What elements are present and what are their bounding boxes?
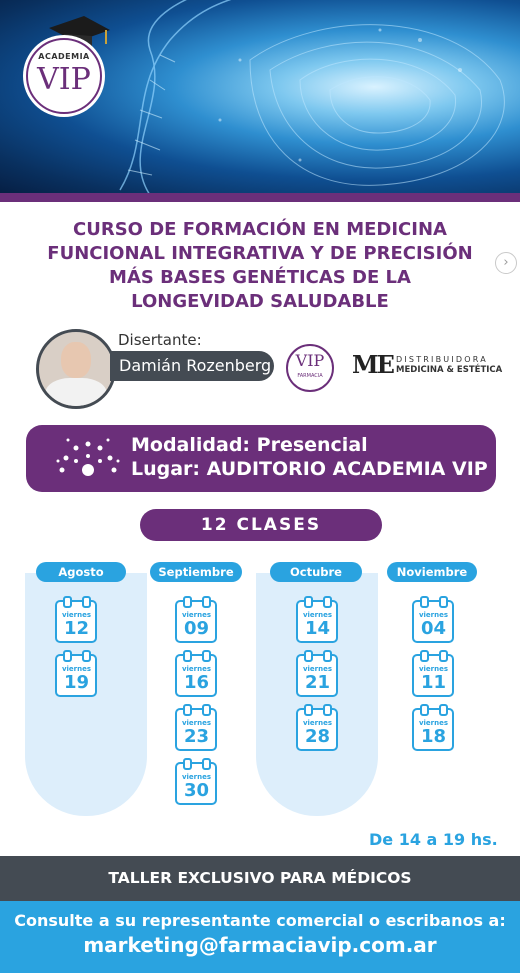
contact-text: Consulte a su representante comercial o escribanos a: (14, 911, 506, 930)
contact-email-link[interactable]: marketing@farmaciavip.com.ar (83, 933, 437, 957)
schedule-hours: De 14 a 19 hs. (369, 830, 498, 849)
header-divider (0, 193, 520, 202)
classes-count-pill: 12 CLASES (140, 509, 382, 541)
calendar-icon (175, 650, 217, 696)
calendar-weekday: viernes (302, 719, 333, 727)
calendar-weekday: viernes (61, 611, 92, 619)
logo-top-text: ACADEMIA (38, 52, 90, 61)
calendar-weekday: viernes (418, 719, 449, 727)
modality-text: Modalidad: Presencial (131, 434, 368, 456)
calendar-icon (55, 596, 97, 642)
calendar-weekday: viernes (181, 719, 212, 727)
me-logo: ME (352, 350, 393, 379)
speaker-label: Disertante: (118, 331, 202, 349)
medicina-estetica-label: MEDICINA & ESTÉTICA (396, 365, 503, 375)
title-line: FUNCIONAL INTEGRATIVA Y DE PRECISIÓN (47, 243, 473, 264)
month-label: Noviembre (387, 562, 477, 582)
calendar-date: 30 (183, 780, 210, 801)
calendar-icon (412, 596, 454, 642)
month-label: Septiembre (150, 562, 242, 582)
calendar-weekday: viernes (181, 665, 212, 673)
academia-vip-logo (26, 38, 102, 114)
title-line: CURSO DE FORMACIÓN EN MEDICINA (73, 219, 447, 240)
calendar-weekday: viernes (302, 665, 333, 673)
calendar-weekday: viernes (181, 611, 212, 619)
logo-main-text: VIP (37, 62, 91, 97)
calendar-weekday: viernes (302, 611, 333, 619)
title-line: MÁS BASES GENÉTICAS DE LA (109, 267, 411, 288)
calendar-icon (296, 596, 338, 642)
month-label: Octubre (270, 562, 362, 582)
calendar-date: 18 (420, 726, 447, 747)
calendar-weekday: viernes (181, 773, 212, 781)
workshop-banner: TALLER EXCLUSIVO PARA MÉDICOS (0, 856, 520, 901)
farmacia-vip-logo (286, 344, 334, 392)
calendar-icon (175, 704, 217, 750)
calendar-date: 12 (63, 618, 90, 639)
calendar-icon (55, 650, 97, 696)
course-title (20, 218, 500, 314)
calendar-date: 14 (304, 618, 331, 639)
next-arrow-icon[interactable]: › (495, 252, 517, 274)
calendar-date: 16 (183, 672, 210, 693)
title-line: LONGEVIDAD SALUDABLE (131, 291, 389, 312)
calendar-icon (175, 596, 217, 642)
calendar-weekday: viernes (418, 665, 449, 673)
vip-logo-sub: FARMACIA (297, 373, 323, 379)
calendar-icon (412, 650, 454, 696)
month-label: Agosto (36, 562, 126, 582)
calendar-date: 19 (63, 672, 90, 693)
calendar-date: 04 (420, 618, 447, 639)
calendar-date: 21 (304, 672, 331, 693)
calendar-weekday: viernes (61, 665, 92, 673)
calendar-icon (296, 650, 338, 696)
calendar-date: 11 (420, 672, 447, 693)
calendar-date: 28 (304, 726, 331, 747)
calendar-weekday: viernes (418, 611, 449, 619)
calendar-date: 09 (183, 618, 210, 639)
calendar-icon (296, 704, 338, 750)
location-text: Lugar: AUDITORIO ACADEMIA VIP (131, 458, 488, 480)
dots-burst-icon (56, 437, 120, 477)
distribuidora-label: DISTRIBUIDORA (396, 355, 488, 364)
vip-logo-main: VIP (295, 351, 325, 370)
calendar-icon (412, 704, 454, 750)
speaker-name: Damián Rozenberg (110, 351, 274, 381)
calendar-icon (175, 758, 217, 804)
speaker-photo (36, 329, 116, 409)
calendar-date: 23 (183, 726, 210, 747)
